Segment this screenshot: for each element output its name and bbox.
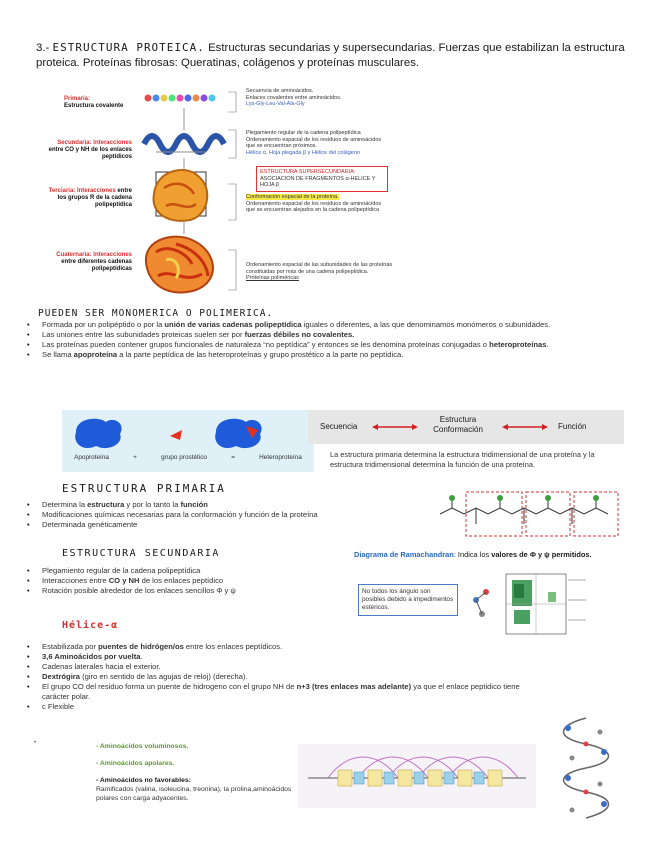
level-cuaternaria-label: Cuaternaria: Interacciones entre diferentes cadenas polipeptídicas: [56, 252, 132, 272]
title-number: 3.-: [36, 42, 50, 54]
list-item: • c Flexible: [24, 702, 544, 712]
list-item: • Las proteínas pueden contener grupos funcionales de naturaleza “no peptídica” y entonces se les denomina proteínas conjugadas o heteroproteínas.: [24, 340, 624, 350]
flow-caption: La estructura primaria determina la estructura tridimensional de una proteína y la estructura tridimensional determina la función de una proteína.: [330, 450, 595, 469]
ramachandran-heading: Diagrama de Ramachandran: Indica los valores de Φ y ψ permitidos.: [354, 550, 592, 559]
level-primaria-notes: Secuencia de aminoácidos. Enlaces covalentes entre aminoácidos. Lys-Gly-Leu-Val-Ala-Gly: [246, 88, 342, 107]
list-item: • El grupo CO del residuo forma un puente de hidrogeno con el grupo NH de n+3 (tres enlaces mas adelante) ya que el enlace peptidico tiene carácter polar.: [24, 682, 544, 702]
supersecondary-box: ESTRUCTURA SUPERSECUNDARIA: ASOCIACION DE FRAGMENTOS α-HELICE Y HOJA β: [256, 166, 388, 192]
structure-levels-figure: [36, 84, 393, 304]
primaria-bullets: [24, 500, 424, 530]
flow-arrow-icon: [372, 422, 418, 432]
peptide-chain-illustration: [432, 486, 622, 546]
amino-acid-chain-icon: [145, 95, 216, 102]
helix-hbond-diagram: [298, 744, 536, 808]
alpha-helix-3d-illustration: [546, 712, 626, 828]
heteroprotein-shapes: [62, 410, 314, 456]
list-item: • Las uniones entre las subunidades proteicas suelen ser por fuerzas débiles no covalentes.: [24, 330, 624, 340]
heteroprotein-figure: [62, 410, 314, 472]
flow-funcion: Función: [558, 422, 587, 431]
protein-structure-illustration: [136, 84, 232, 299]
level-cuaternaria-notes: Ordenamiento espacial de las subunidades de las proteínas constituidas por más de una cadena polipeptídica. Proteínas poliméricas: [246, 262, 393, 281]
helice-bullets: [24, 642, 544, 712]
list-item: • Formada por un polipéptido o por la unión de varias cadenas polipeptídica iguales o diferentes, a las que denominamos monómeros o subunidades.: [24, 320, 624, 330]
heading-monomer: PUEDEN SER MONOMERICA O POLIMERICA.: [38, 308, 274, 319]
page-title: [36, 40, 626, 71]
list-item: • Estabilizada por puentes de hidrógen/os entre los enlaces peptídicos.: [24, 642, 544, 652]
prosthetic-group-icon: [170, 430, 182, 440]
secundaria-bullets: [24, 566, 344, 596]
list-item: • Dextrógira (giro en sentido de las agujas de reloj) (derecha).: [24, 672, 544, 682]
list-item: • Interacciones entre CO y NH de los enlaces peptídico: [24, 576, 344, 586]
monomer-bullets: [24, 320, 624, 360]
level-secundaria-notes: Plegamiento regular de la cadena polipeptídica Ordenamiento espacial de los residuos de aminoácidos que se encuentran próximos. Hélice α, Hoja plegada β y Hélice del colágeno: [246, 130, 382, 156]
list-item: • Cadenas laterales hacia el exterior.: [24, 662, 544, 672]
ramachandran-plot: [456, 570, 624, 640]
flow-arrow-icon: [502, 422, 548, 432]
list-item: • Rotación posible alrededor de los enlaces sencillos Φ y ψ: [24, 586, 344, 596]
list-item: • Se llama apoproteína a la parte peptídica de las heteroproteínas y grupo prostético a la parte no peptídica.: [24, 350, 624, 360]
bullet-dot: •: [34, 740, 37, 746]
ramachandran-note-box: No todos los ángulo son posibles debido a impedimentos estéricos.: [358, 584, 458, 616]
bracket-lines: [226, 84, 246, 299]
heading-secundaria: ESTRUCTURA SECUNDARIA: [62, 548, 220, 559]
level-primaria-label: Primaria: Estructura covalente: [64, 96, 124, 109]
level-terciaria-label: Terciaria: Interacciones entre los grupos R de la cadena polipeptídica: [48, 188, 132, 208]
quaternary-complex-icon: [146, 237, 213, 293]
list-item: • 3,6 Aminoácidos por vuelta.: [24, 652, 544, 662]
heading-helice: Hélice-α: [62, 620, 119, 631]
list-item: • Determinada genéticamente: [24, 520, 424, 530]
apoprotein-blob-icon: [75, 419, 121, 448]
flow-secuencia: Secuencia: [320, 422, 358, 431]
list-item: • Modificaciones químicas necesarias para la conformación y función de la proteína: [24, 510, 424, 520]
list-item: • Plegamiento regular de la cadena polipeptídica: [24, 566, 344, 576]
title-rest: Estructuras secundarias y supersecundarias. Fuerzas que estabilizan la estructura proteica. Proteínas fibrosas: Queratinas, colágenos y proteínas musculares.: [36, 42, 625, 69]
level-secundaria-label: Secundaria: Interacciones entre CO y NH de los enlaces peptídicos: [48, 140, 132, 160]
alpha-helix-icon: [144, 136, 224, 152]
sequence-function-flow: [308, 410, 624, 444]
level-terciaria-notes: Conformación espacial de la proteína. Ordenamiento espacial de los residuos de aminoácidos que se encuentran alejados en la cadena polipeptídica: [246, 194, 382, 213]
tertiary-fold-icon: [153, 170, 207, 221]
heading-primaria: ESTRUCTURA PRIMARIA: [62, 482, 226, 495]
heteroprotein-labels: Apoproteína + grupo prostético = Heteroproteína: [74, 454, 302, 461]
title-handwritten: ESTRUCTURA PROTEICA.: [52, 41, 205, 54]
list-item: • Determina la estructura y por lo tanto la función: [24, 500, 424, 510]
flow-estructura: Estructura Conformación: [433, 415, 483, 434]
amino-acid-notes: - Aminoácidos voluminosos. - Aminoácidos apolares. - Aminoácidos no favorables: Ramificados (valina, isoleucina, treonina), la prolina,aminoácidos polares con carga adyacentes.: [96, 743, 292, 802]
